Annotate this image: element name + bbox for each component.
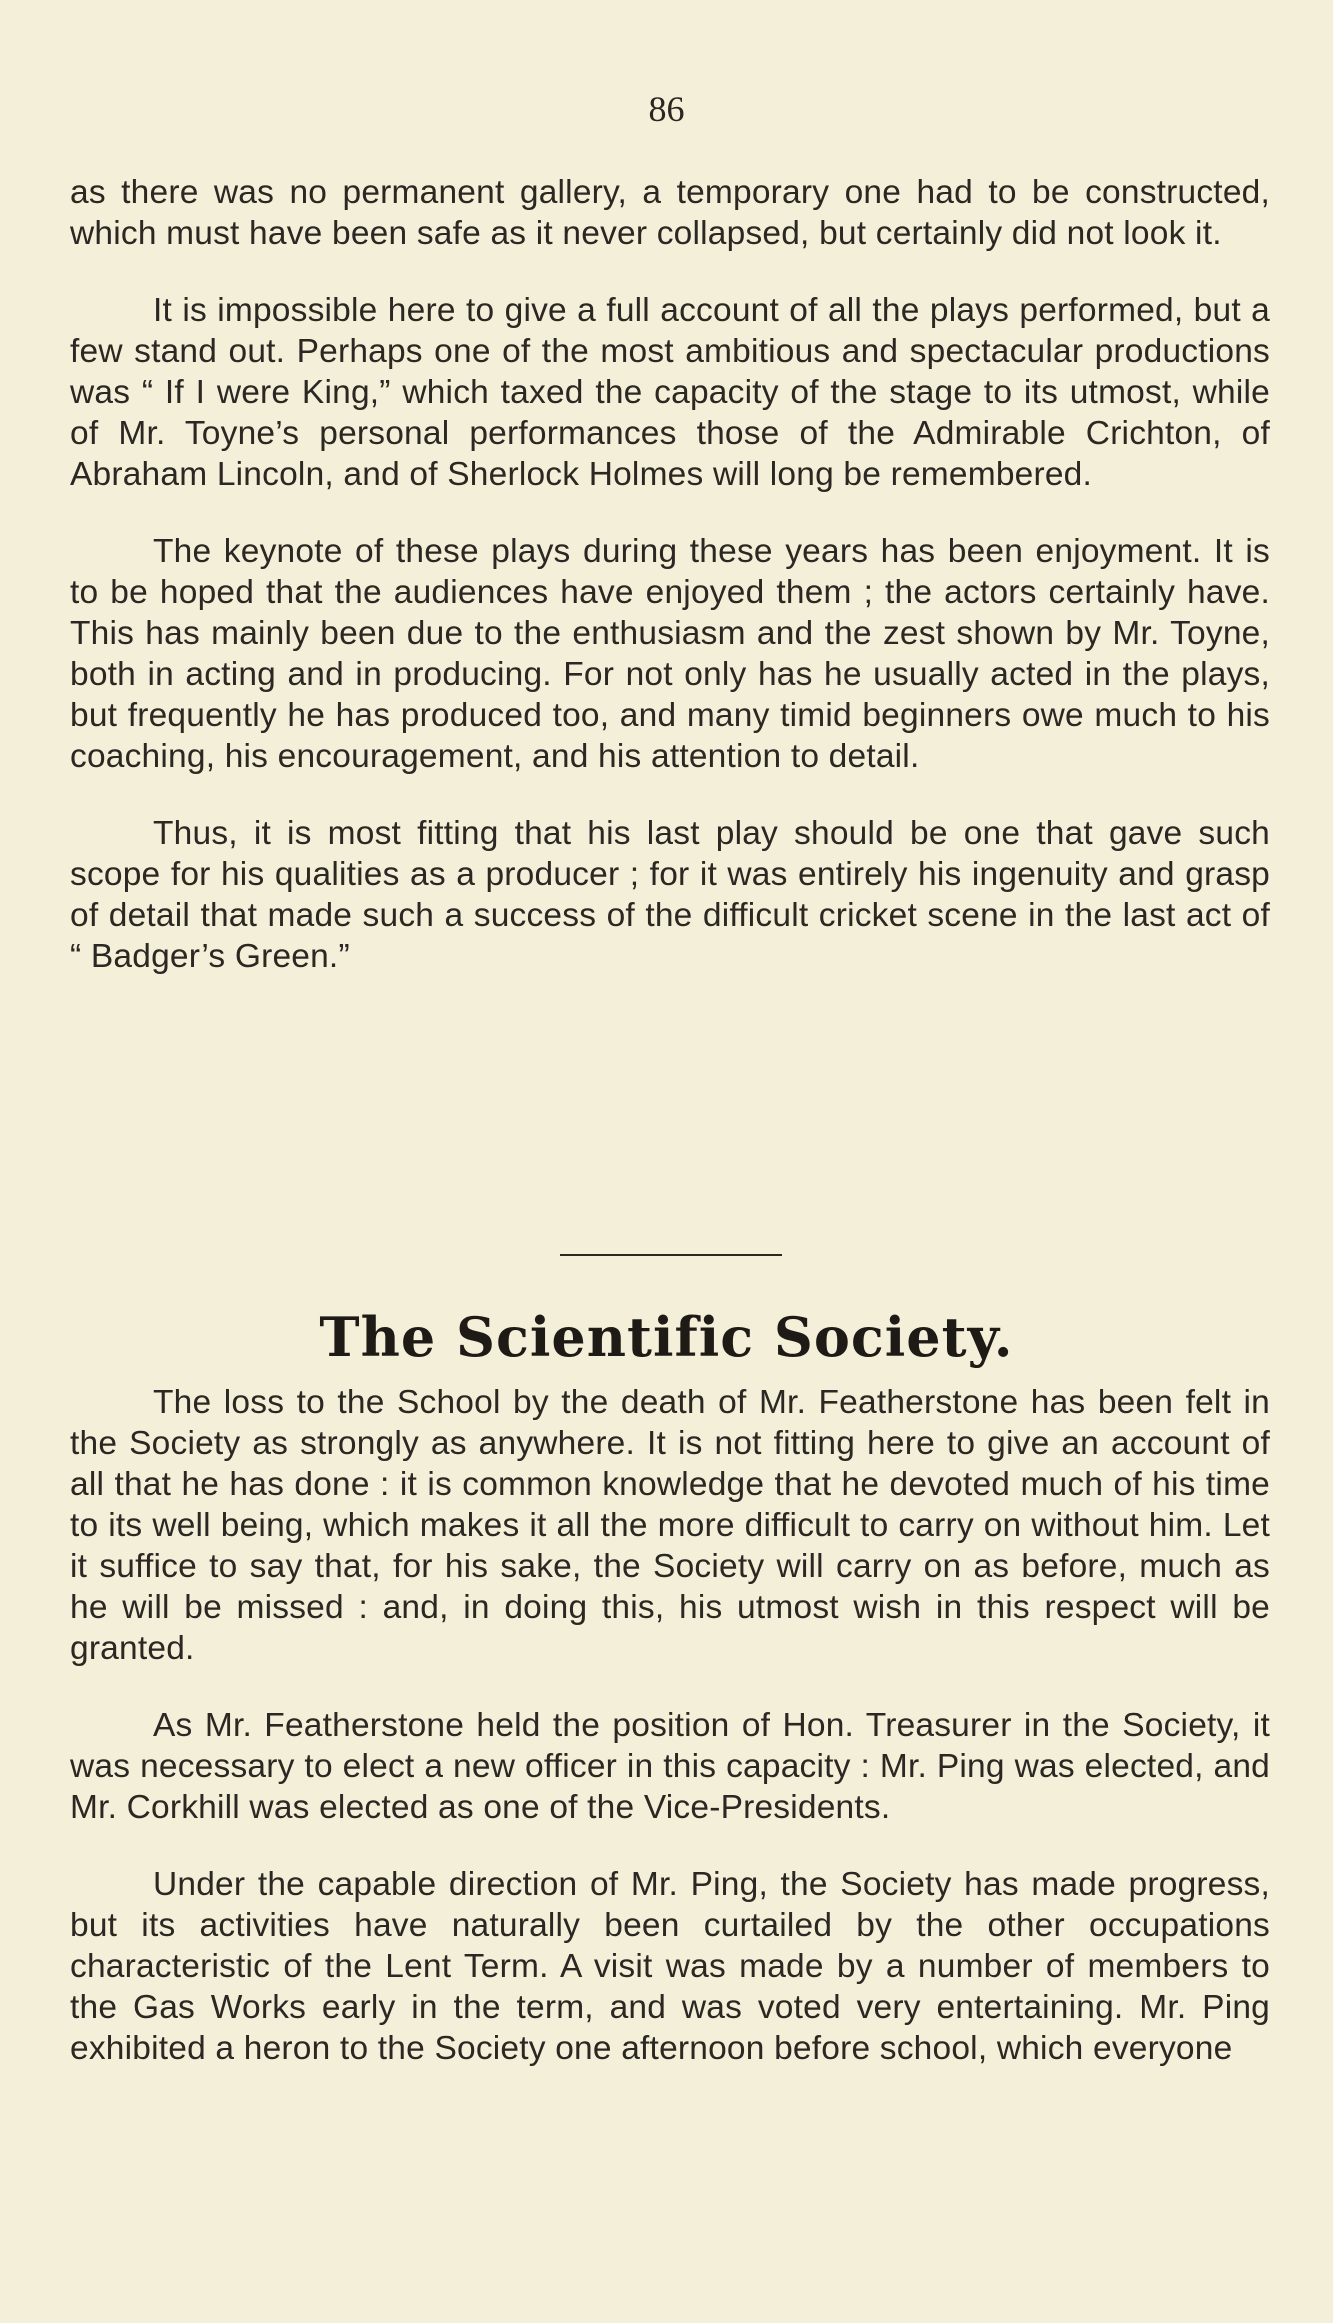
page-number: 86 [648,89,685,129]
section-divider [560,1254,782,1256]
paragraph-gallery: as there was no permanent gallery, a temporary one had to be constructed, which must have been safe as it never collapsed, but certainly did not look it. [70,174,1270,252]
section-heading: The Scientific Society. [319,1305,1014,1369]
paragraph-plays-performed: It is impossible here to give a full account of all the plays performed, but a few stand out. Perhaps one of the most ambitious and spectacular productions was “ If I were King,” which taxed the capacity of the stage to its utmost, while of Mr. Toyne’s personal performances those of the Admirable Crichton, of Abraham Lincoln, and of Sherlock Holmes will long be remembered. [70,292,1270,493]
paragraph-keynote: The keynote of these plays during these years has been enjoyment. It is to be hoped that the audiences have enjoyed them ; the actors certainly have. This has mainly been due to the enthusiasm and the zest shown by Mr. Toyne, both in acting and in producing. For not only has he usually acted in the plays, but frequently he has produced too, and many timid beginners owe much to his coaching, his encouragement, and his attention to detail. [70,533,1270,775]
section-scientific-society [70,1382,1270,2105]
paragraph-progress: Under the capable direction of Mr. Ping, the Society has made progress, but its activities have naturally been curtailed by the other occupations characteristic of the Lent Term. A visit was made by a number of members to the Gas Works early in the term, and was voted very entertaining. Mr. Ping exhibited a heron to the Society one afternoon before school, which everyone [70,1866,1270,2067]
section-plays [70,172,1270,1013]
paragraph-featherstone-loss: The loss to the School by the death of Mr. Featherstone has been felt in the Society as strongly as anywhere. It is not fitting here to give an account of all that he has done : it is common knowledge that he devoted much of his time to its well being, which makes it all the more difficult to carry on without him. Let it suffice to say that, for his sake, the Society will carry on as before, much as he will be missed : and, in doing this, his utmost wish in this respect will be granted. [70,1384,1270,1667]
paragraph-treasurer: As Mr. Featherstone held the position of Hon. Treasurer in the Society, it was necessary to elect a new officer in this capacity : Mr. Ping was elected, and Mr. Corkhill was elected as one of the Vice-Presidents. [70,1707,1270,1826]
paragraph-last-play: Thus, it is most fitting that his last play should be one that gave such scope for his qualities as a producer ; for it was entirely his ingenuity and grasp of detail that made such a success of the difficult cricket scene in the last act of “ Badger’s Green.” [70,815,1270,975]
